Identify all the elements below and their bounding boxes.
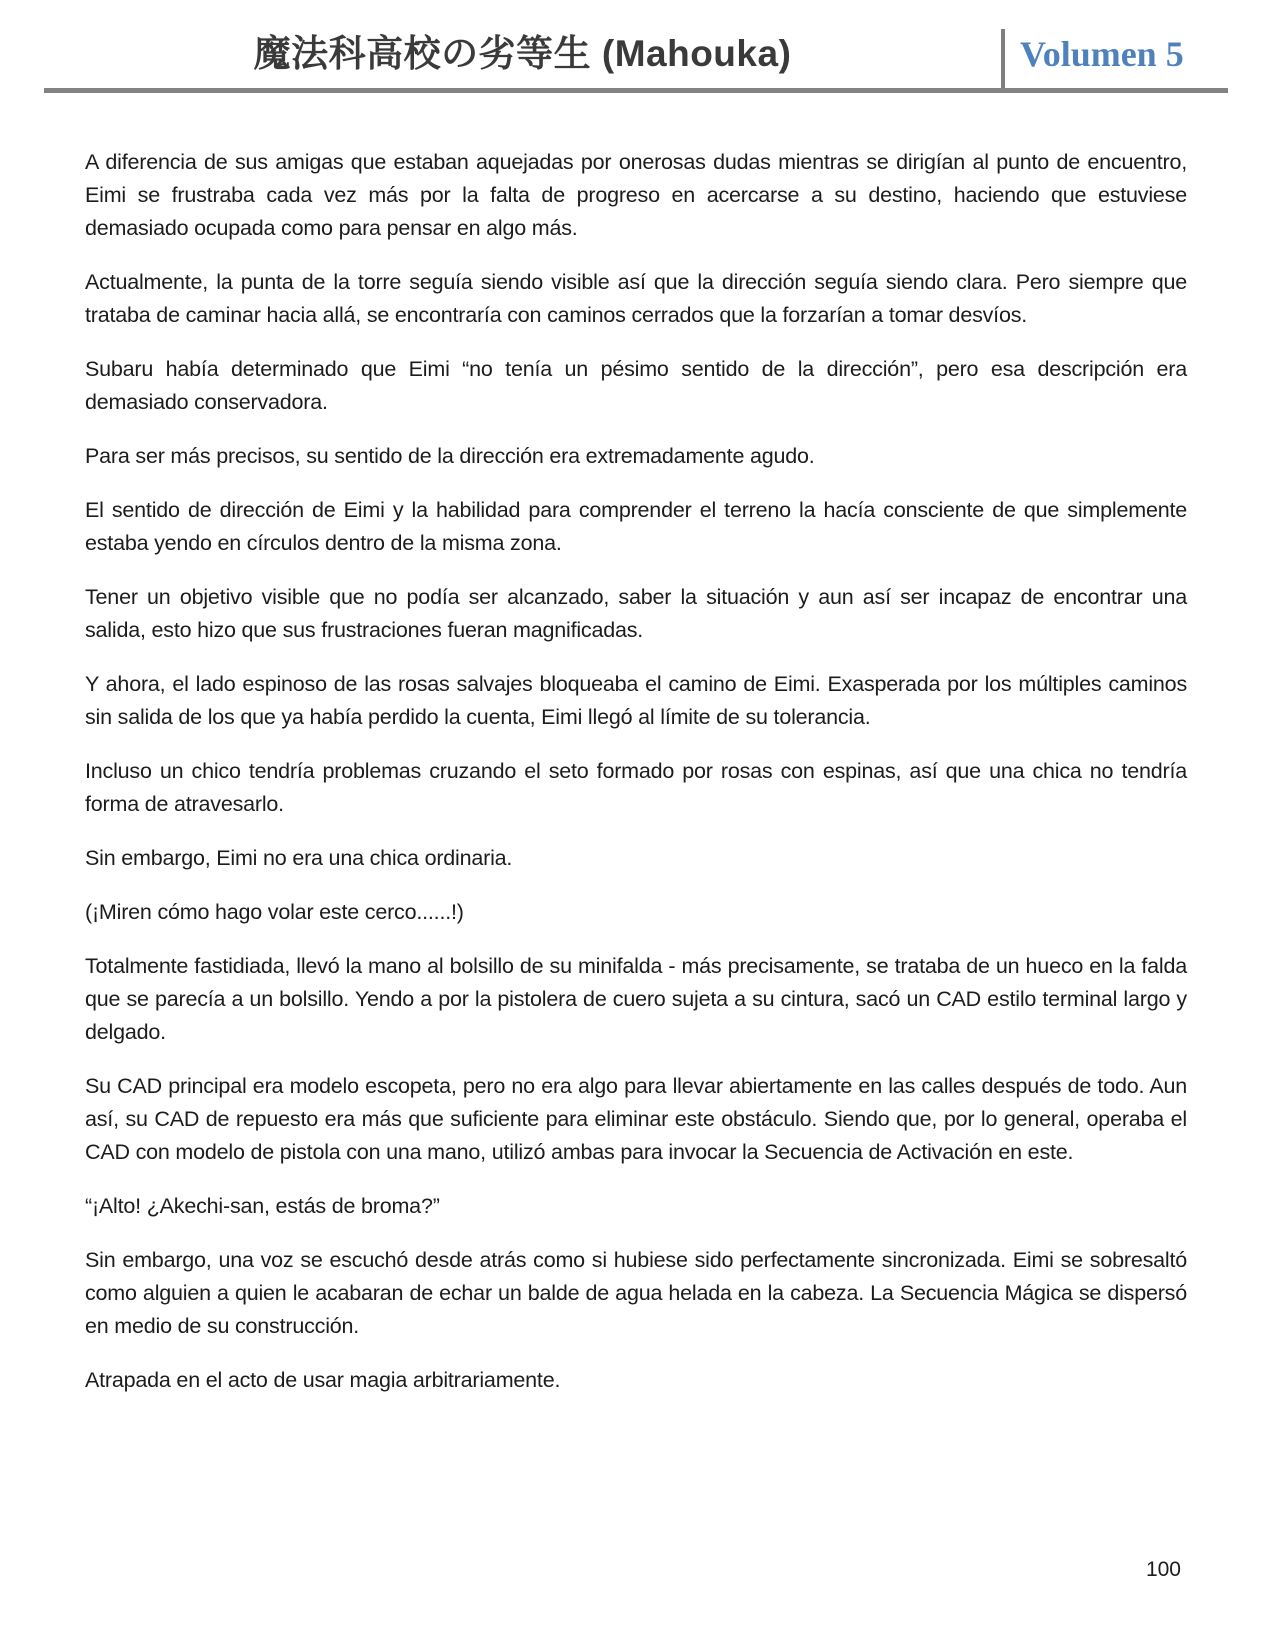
paragraph-7: Y ahora, el lado espinoso de las rosas salvajes bloqueaba el camino de Eimi. Exasperada por los múltiples caminos sin salida de los que ya había perdido la cuenta, Eimi llegó al límite de su tolerancia.	[85, 672, 1187, 729]
paragraph-12: Su CAD principal era modelo escopeta, pero no era algo para llevar abiertamente en las calles después de todo. Aun así, su CAD de repuesto era más que suficiente para eliminar este obstáculo. Siendo que, por lo general, operaba el CAD con modelo de pistola con una mano, utilizó ambas para invocar la Secuencia de Activación en este.	[85, 1074, 1187, 1164]
paragraph-2: Actualmente, la punta de la torre seguía siendo visible así que la dirección seguía siendo clara. Pero siempre que trataba de caminar hacia allá, se encontraría con caminos cerrados que la forzarían a tomar desvíos.	[85, 270, 1187, 327]
page-title: 魔法科高校の劣等生 (Mahouka)	[253, 33, 792, 74]
text-block	[85, 146, 1187, 1418]
paragraph-1: A diferencia de sus amigas que estaban aquejadas por onerosas dudas mientras se dirigían al punto de encuentro, Eimi se frustraba cada vez más por la falta de progreso en acercarse a su destino, haciendo que estuviese demasiado ocupada como para pensar en algo más.	[85, 150, 1187, 240]
page-number: 100	[1145, 1558, 1181, 1581]
paragraph-11: Totalmente fastidiada, llevó la mano al bolsillo de su minifalda - más precisamente, se trataba de un hueco en la falda que se parecía a un bolsillo. Yendo a por la pistolera de cuero sujeta a su cintura, sacó un CAD estilo terminal largo y delgado.	[85, 954, 1187, 1044]
paragraph-5: El sentido de dirección de Eimi y la habilidad para comprender el terreno la hacía consciente de que simplemente estaba yendo en círculos dentro de la misma zona.	[85, 498, 1187, 555]
paragraph-3: Subaru había determinado que Eimi “no tenía un pésimo sentido de la dirección”, pero esa descripción era demasiado conservadora.	[85, 357, 1187, 414]
header-horizontal-rule	[44, 88, 1228, 93]
paragraph-6: Tener un objetivo visible que no podía ser alcanzado, saber la situación y aun así ser incapaz de encontrar una salida, esto hizo que sus frustraciones fueran magnificadas.	[85, 585, 1187, 642]
paragraph-10: (¡Miren cómo hago volar este cerco......!)	[85, 900, 464, 924]
paragraph-15: Atrapada en el acto de usar magia arbitrariamente.	[85, 1368, 561, 1392]
paragraph-4: Para ser más precisos, su sentido de la dirección era extremadamente agudo.	[85, 444, 815, 468]
volume-label: Volumen 5	[1020, 34, 1184, 74]
paragraph-8: Incluso un chico tendría problemas cruzando el seto formado por rosas con espinas, así que una chica no tendría forma de atravesarlo.	[85, 759, 1187, 816]
page-header	[0, 0, 1275, 93]
paragraph-9: Sin embargo, Eimi no era una chica ordinaria.	[85, 846, 513, 870]
paragraph-13: “¡Alto! ¿Akechi-san, estás de broma?”	[85, 1194, 440, 1218]
header-vertical-divider	[1001, 29, 1005, 91]
paragraph-14: Sin embargo, una voz se escuchó desde atrás como si hubiese sido perfectamente sincronizada. Eimi se sobresaltó como alguien a quien le acabaran de echar un balde de agua helada en la cabeza. La Secuencia Mágica se dispersó en medio de su construcción.	[85, 1248, 1187, 1338]
